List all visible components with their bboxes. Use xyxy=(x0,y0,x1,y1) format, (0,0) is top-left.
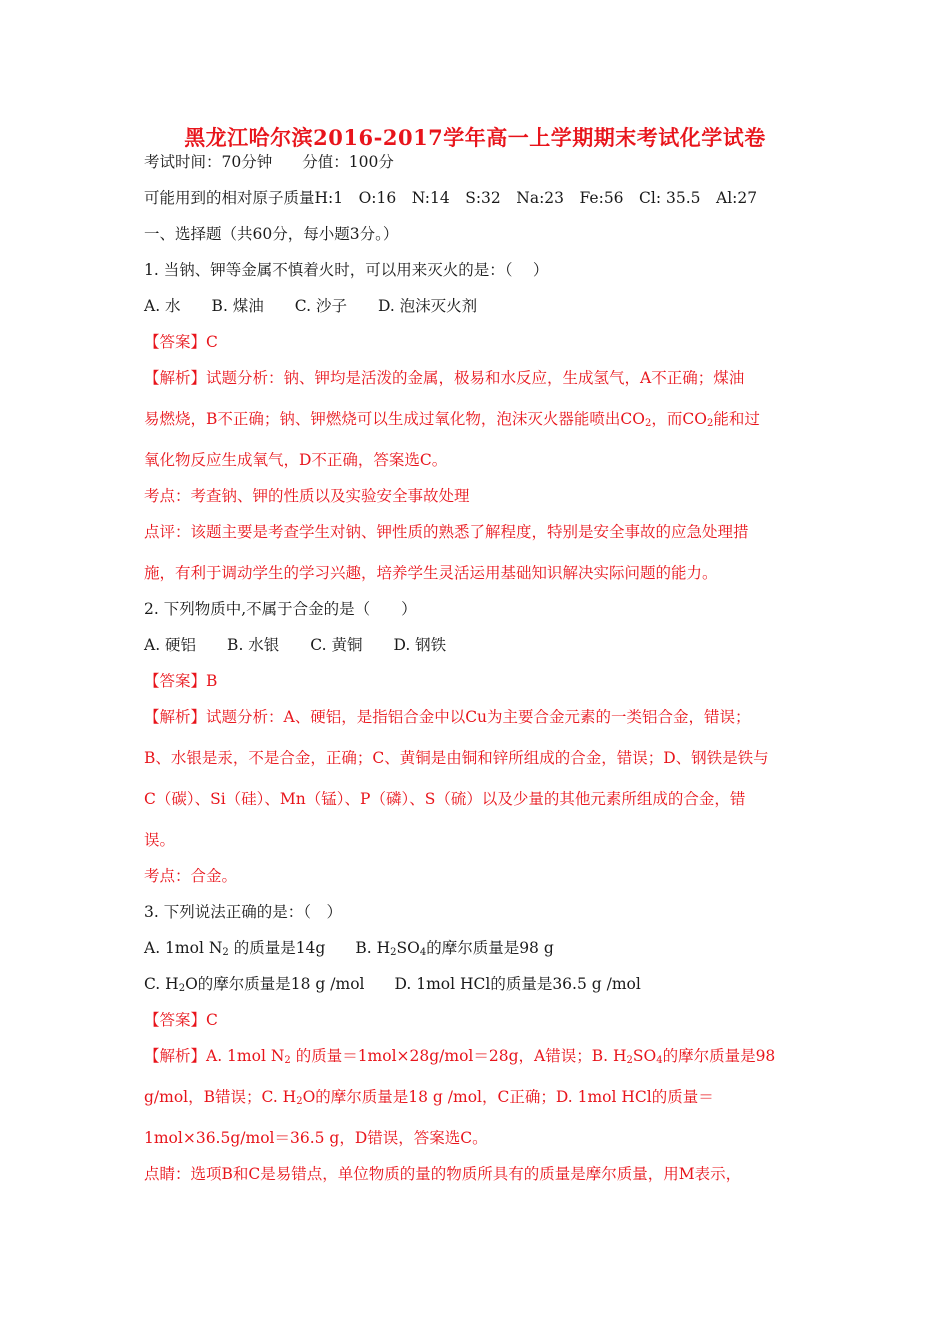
exam-time: 考试时间：70分钟 xyxy=(144,153,273,171)
question-1-analysis-line: 【解析】试题分析：钠、钾均是活泼的金属，极易和水反应，生成氢气，A不正确；煤油 xyxy=(144,369,745,387)
question-1: 1. 当钠、钾等金属不慎着火时，可以用来灭火的是：（ ） xyxy=(144,261,549,279)
question-3-note: 点睛：选项B和C是易错点，单位物质的量的物质所具有的质量是摩尔质量，用M表示， xyxy=(144,1165,742,1183)
question-2-point: 考点：合金。 xyxy=(144,867,238,885)
atomic-masses: 可能用到的相对原子质量H:1 O:16 N:14 S:32 Na:23 Fe:56 Cl: 35.5 Al:27 xyxy=(144,189,758,207)
question-1-analysis-line: 氧化物反应生成氧气，D不正确，答案选C。 xyxy=(144,451,448,469)
section-heading: 一、选择题（共60分，每小题3分。） xyxy=(144,225,399,243)
question-3-options-cd: C. $H_2O$的摩尔质量是18 g /mol D. 1mol HCl的质量是36.5 g /mol xyxy=(144,975,641,994)
question-3-analysis-line: 1mol×36.5g/mol＝36.5 g，D错误，答案选C。 xyxy=(144,1129,488,1147)
question-1-analysis-line: 易燃烧，B不正确；钠、钾燃烧可以生成过氧化物，泡沫灭火器能喷出$CO_2$，而$CO_2$能和过 xyxy=(144,410,760,429)
question-2: 2. 下列物质中,不属于合金的是（ ） xyxy=(144,600,417,618)
question-3-analysis-line: 【解析】A. 1mol $N_2$ 的质量＝1mol×28g/mol＝28g，A错误；B. $H_2SO_4$的摩尔质量是98 xyxy=(144,1047,776,1066)
question-1-point: 考点：考查钠、钾的性质以及实验安全事故处理 xyxy=(144,487,470,505)
question-2-analysis-line: B、水银是汞，不是合金，正确；C、黄铜是由铜和锌所组成的合金，错误；D、钢铁是铁与 xyxy=(144,749,769,767)
question-1-answer: 【答案】C xyxy=(144,333,218,351)
question-2-analysis-line: 【解析】试题分析：A、硬铝，是指铝合金中以Cu为主要合金元素的一类铝合金，错误； xyxy=(144,708,751,726)
page-title: 黑龙江哈尔滨2016-2017学年高一上学期期末考试化学试卷 xyxy=(184,125,766,150)
question-3-answer: 【答案】C xyxy=(144,1011,218,1029)
question-1-options: A. 水 B. 煤油 C. 沙子 D. 泡沫灭火剂 xyxy=(144,297,478,315)
question-1-comment-line: 点评：该题主要是考查学生对钠、钾性质的熟悉了解程度，特别是安全事故的应急处理措 xyxy=(144,523,749,541)
exam-score: 分值：100分 xyxy=(302,153,394,171)
question-3-analysis-line: g/mol，B错误；C. $H_2O$的摩尔质量是18 g /mol，C正确；D. 1mol HCl的质量＝ xyxy=(144,1088,714,1107)
exam-info xyxy=(144,151,824,173)
question-2-analysis-line: C（碳）、Si（硅）、Mn（锰）、P（磷）、S（硫）以及少量的其他元素所组成的合金，错 xyxy=(144,790,746,808)
question-2-answer: 【答案】B xyxy=(144,672,218,690)
question-2-analysis-line: 误。 xyxy=(144,831,176,849)
question-3: 3. 下列说法正确的是：（ ） xyxy=(144,903,342,921)
question-3-options-ab: A. 1mol $N_2$ 的质量是14g B. $H_2SO_4$的摩尔质量是98 g xyxy=(144,939,554,958)
question-2-options: A. 硬铝 B. 水银 C. 黄铜 D. 钢铁 xyxy=(144,636,447,654)
question-1-comment-line: 施，有利于调动学生的学习兴趣，培养学生灵活运用基础知识解决实际问题的能力。 xyxy=(144,564,718,582)
